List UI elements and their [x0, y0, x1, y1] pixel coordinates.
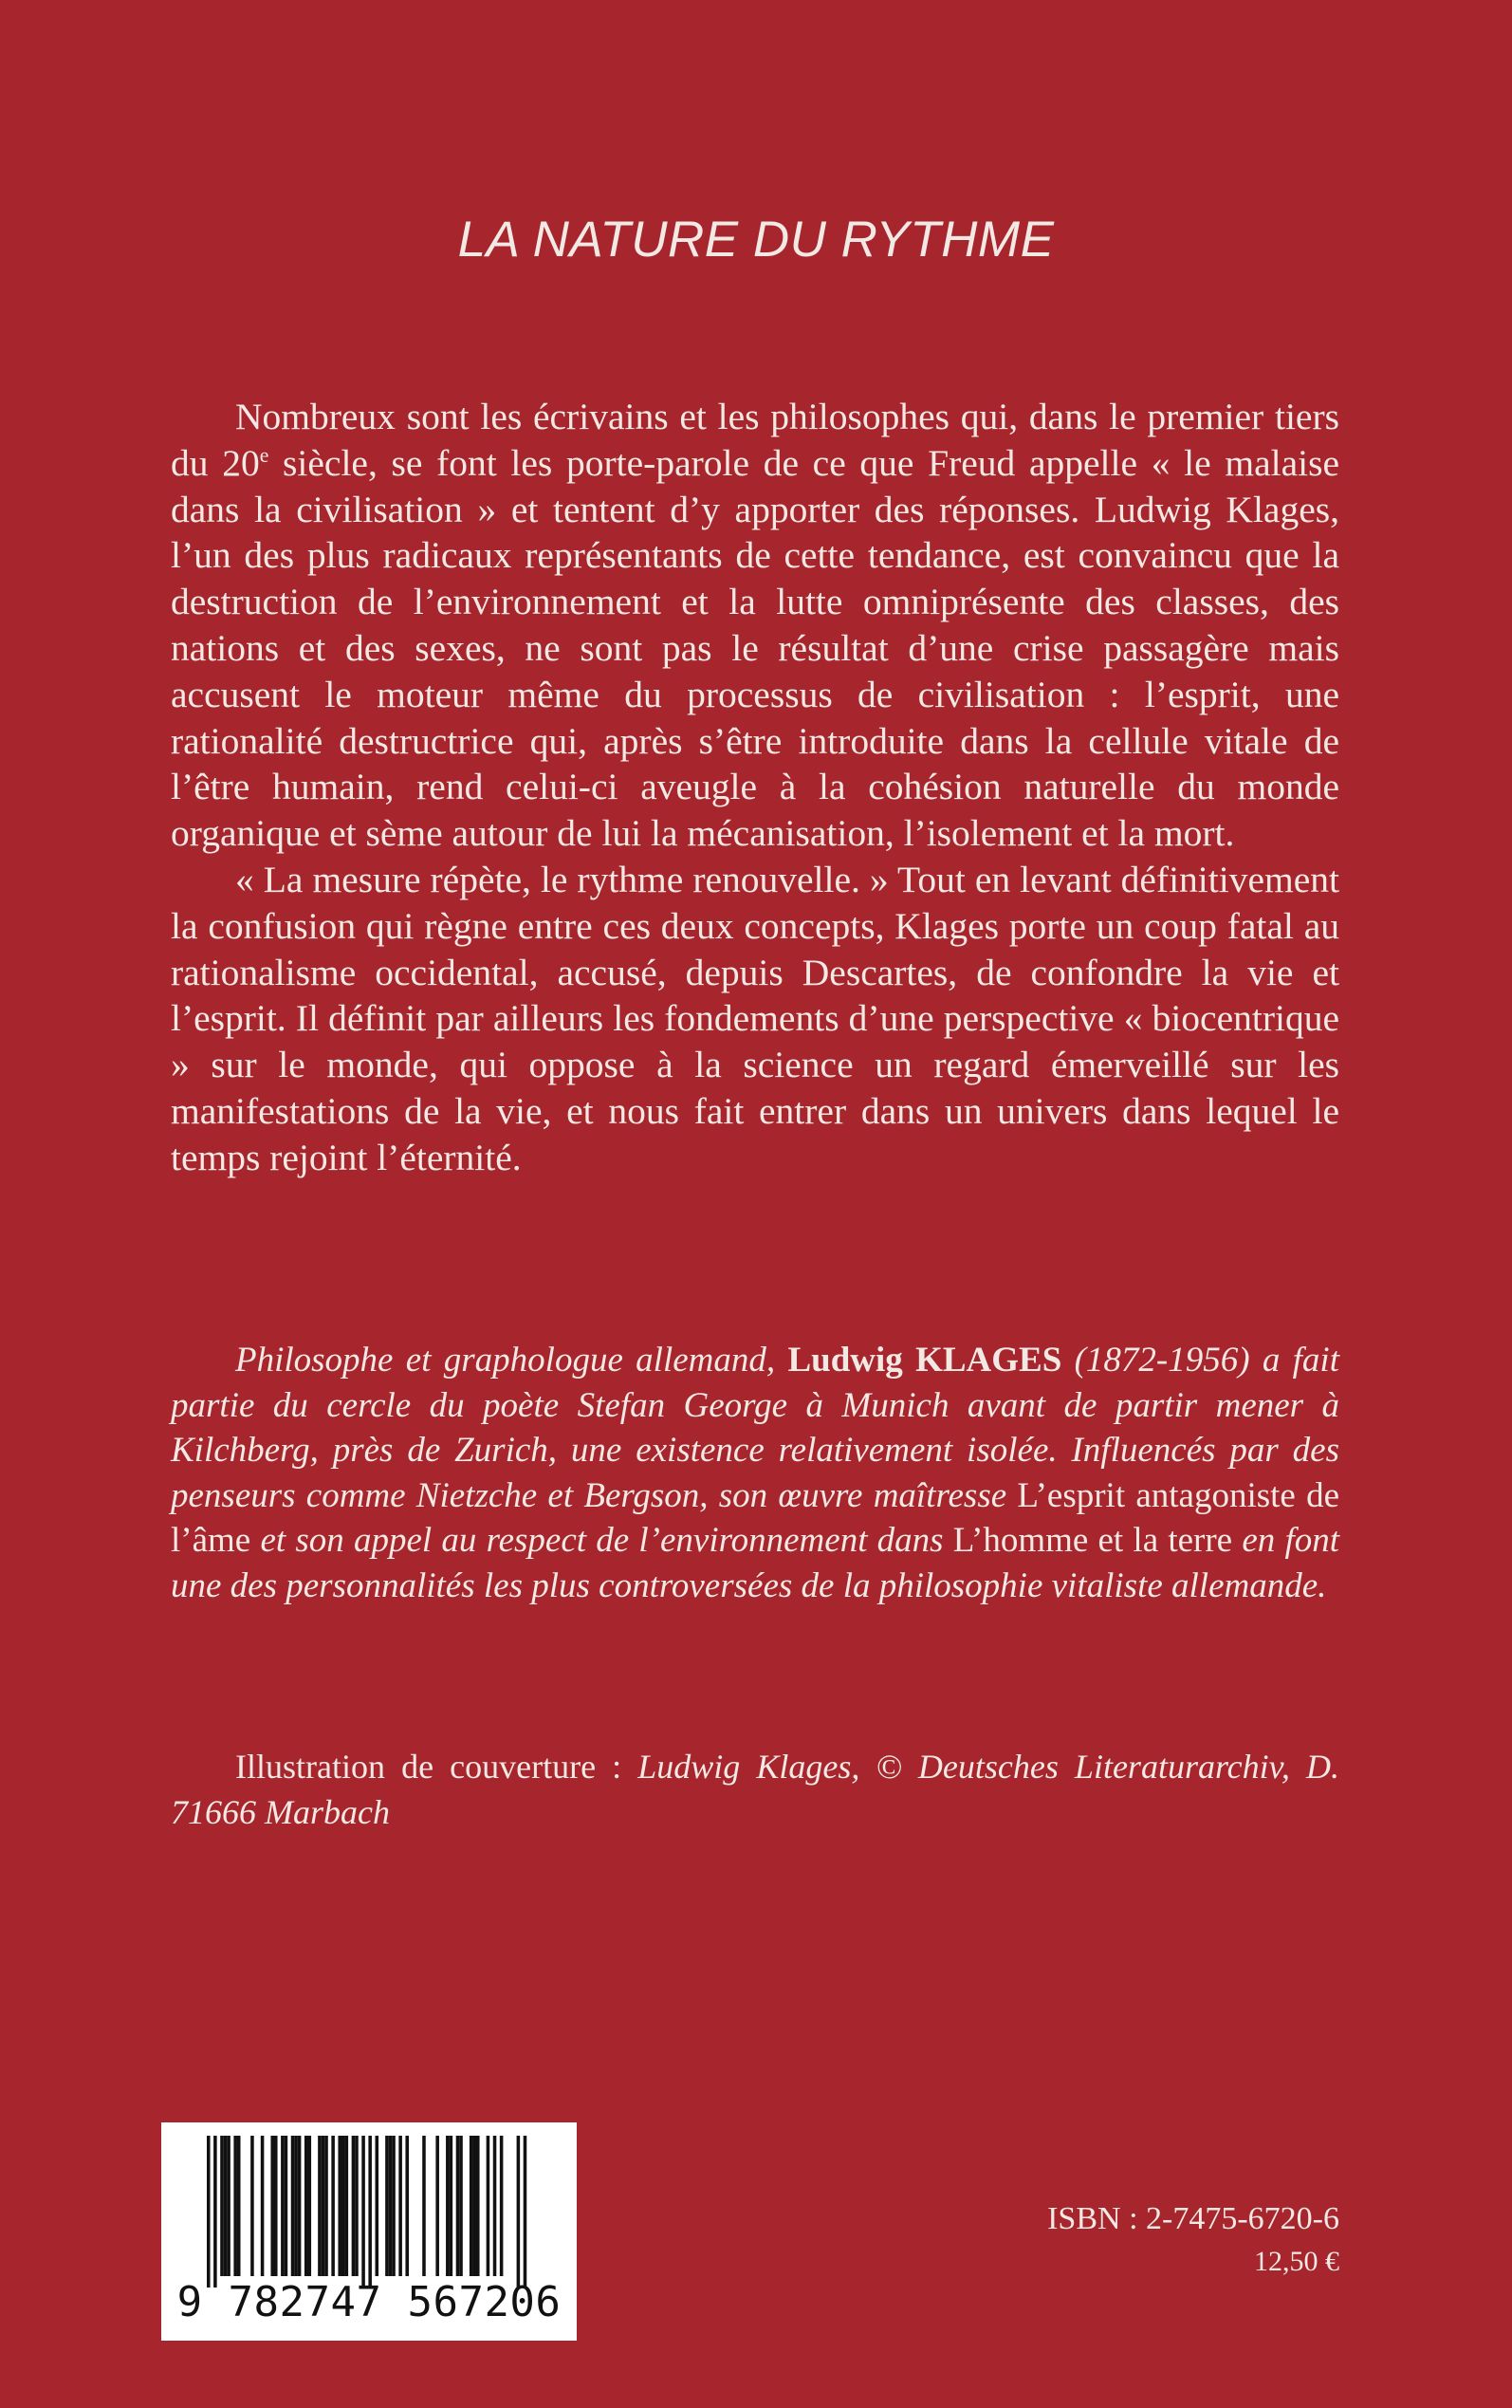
- bio-tail: en font une des personnalités les plus controversées de la philosophie vitaliste allemande.: [171, 1521, 1340, 1605]
- bio-mid-2: et son appel au respect de l’environnement dans: [250, 1521, 953, 1561]
- barcode-guard-bar: [213, 2136, 217, 2288]
- barcode-bar: [331, 2136, 335, 2276]
- work-title-1: L’esprit antagoniste de l’âme: [171, 1475, 1340, 1561]
- credit-text: Ludwig Klages, © Deutsches Literaturarchiv, D. 71666 Marbach: [171, 1748, 1340, 1831]
- barcode-bar: [224, 2136, 228, 2276]
- barcode-bar: [324, 2136, 328, 2276]
- barcode-bar: [318, 2136, 322, 2276]
- barcode-guard-bar: [207, 2136, 211, 2288]
- isbn-number: ISBN : 2-7475-6720-6: [1047, 2201, 1339, 2236]
- barcode-bar: [270, 2136, 274, 2276]
- barcode-bar: [355, 2136, 359, 2276]
- barcode-bar: [435, 2136, 439, 2276]
- barcode-bar: [487, 2136, 490, 2276]
- barcode-bar: [281, 2136, 285, 2276]
- author-name: Ludwig KLAGES: [787, 1341, 1062, 1380]
- barcode-bar: [341, 2136, 345, 2276]
- barcode-bar: [456, 2136, 460, 2276]
- barcode-bar: [338, 2136, 341, 2276]
- barcode-bar: [352, 2136, 356, 2276]
- author-biography: [171, 1338, 1339, 1609]
- barcode-bar: [345, 2136, 349, 2276]
- credit-paragraph: [171, 1744, 1339, 1835]
- credit-label: Illustration de couverture :: [235, 1748, 638, 1786]
- barcode-guard-bar: [361, 2136, 365, 2288]
- barcode-bar: [405, 2136, 409, 2276]
- barcode-bar: [250, 2136, 254, 2276]
- bio-mid-1: (1872-1956) a fait partie du cercle du poète Stefan George à Munich avant de partir mener à Kilchberg, près de Zurich, une existence relativement isolée. Influencés par des penseurs comme Nietzche et Bergson, son œuvre maîtresse: [171, 1341, 1339, 1515]
- barcode-bar: [237, 2136, 241, 2276]
- barcode-digits: 9 782747 567206: [176, 2278, 562, 2326]
- barcode-bar: [446, 2136, 450, 2276]
- barcode-bar: [422, 2136, 426, 2276]
- barcode-bar: [470, 2136, 473, 2276]
- barcode-bar: [398, 2136, 402, 2276]
- barcode-guard-bar: [368, 2136, 372, 2288]
- barcode: [161, 2122, 577, 2341]
- barcode-bar: [308, 2136, 312, 2276]
- barcode-bar: [285, 2136, 288, 2276]
- bio-paragraph: [171, 1338, 1339, 1609]
- barcode-bar: [220, 2136, 224, 2276]
- barcode-bar: [261, 2136, 265, 2276]
- barcode-guard-bar: [524, 2136, 527, 2288]
- summary-p1-start: Nombreux sont les écrivains et les philosophes qui, dans le premier tiers du 20: [171, 396, 1339, 484]
- summary-paragraph-2: « La mesure répète, le rythme renouvelle. » Tout en levant définitivement la confusion qui règne entre ces deux concepts, Klages porte un coup fatal au rationalisme occidental, accusé, depuis Descartes, de confondre la vie et l’esprit. Il définit par ailleurs les fondements d’une perspective « biocentrique » sur le monde, qui oppose à la science un regard émerveillé sur les manifestations de la vie, et nous fait entrer dans un univers dans lequel le temps rejoint l’éternité.: [171, 858, 1339, 1178]
- barcode-bar: [392, 2136, 396, 2276]
- barcode-bar: [294, 2136, 298, 2276]
- barcode-bar: [385, 2136, 389, 2276]
- barcode-bar: [493, 2136, 497, 2276]
- barcode-bar: [233, 2136, 237, 2276]
- bio-lead: Philosophe et graphologue allemand,: [235, 1341, 788, 1380]
- barcode-bar: [298, 2136, 302, 2276]
- barcode-guard-bar: [517, 2136, 521, 2288]
- barcode-bar: [459, 2136, 463, 2276]
- work-title-2: L’homme et la terre: [952, 1521, 1233, 1561]
- cover-credit: [171, 1744, 1339, 1835]
- barcode-bar: [476, 2136, 480, 2276]
- barcode-bar: [274, 2136, 278, 2276]
- barcode-bar: [389, 2136, 393, 2276]
- barcode-bar: [376, 2136, 379, 2276]
- summary-text: [171, 394, 1339, 1181]
- barcode-bar: [500, 2136, 504, 2276]
- price: 12,50 €: [1254, 2246, 1339, 2277]
- barcode-bar: [304, 2136, 308, 2276]
- barcode-bar: [322, 2136, 325, 2276]
- book-title: LA NATURE DU RYTHME: [457, 212, 1055, 268]
- century-superscript: e: [259, 443, 269, 467]
- barcode-bar: [472, 2136, 476, 2276]
- barcode-bar: [227, 2136, 230, 2276]
- barcode-bar: [291, 2136, 295, 2276]
- summary-p1-rest: siècle, se font les porte-parole de ce que Freud appelle « le malaise dans la civilisation » et tentent d’y apporter des réponses. Ludwig Klages, l’un des plus radicaux représentants de cette tendance, est convaincu que la destruction de l’environnement et la lutte omniprésente des classes, des nations et des sexes, ne sont pas le résultat d’une crise passagère mais accusent le moteur même du processus de civilisation : l’esprit, une rationalité destructrice qui, après s’être introduite dans la cellule vitale de l’être humain, rend celui-ci aveugle à la cohésion naturelle du monde organique et sème autour de lui la mécanisation, l’isolement et la mort.: [171, 441, 1340, 855]
- barcode-bar: [450, 2136, 453, 2276]
- summary-paragraph-1: [171, 394, 1339, 857]
